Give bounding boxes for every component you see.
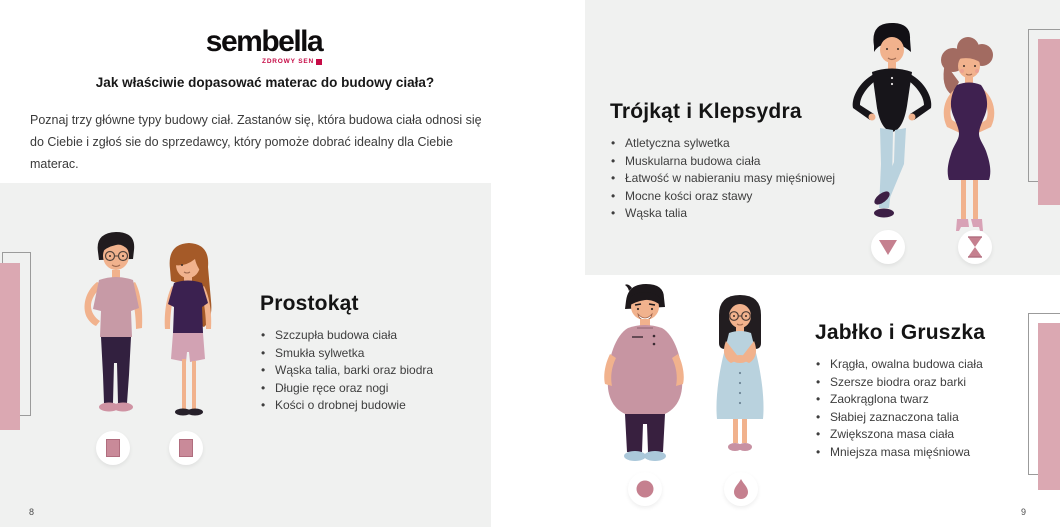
list-item: • Wąska talia, barki oraz biodra [260, 362, 490, 380]
illustration-hourglass-woman [928, 33, 1012, 237]
section-title: Jabłko i Gruszka [815, 321, 986, 344]
list-item: • Atletyczna sylwetka [610, 135, 870, 153]
list-item: • Łatwość w nabieraniu masy mięśniowej [610, 170, 870, 188]
section-title: Trójkąt i Klepsydra [610, 100, 802, 123]
list-item: • Słabiej zaznaczona talia [815, 409, 1030, 427]
section-jablko-gruszka [815, 321, 1030, 461]
right-top-deco-pink [1038, 39, 1060, 205]
page-title: Jak właściwie dopasować materac do budowy ciała? [95, 75, 435, 90]
rectangle-icon [169, 431, 203, 465]
illustration-athletic-man [843, 22, 938, 234]
list-item: • Wąska talia [610, 205, 870, 223]
illustration-slim-man [73, 228, 157, 426]
illustration-pear-woman [703, 291, 777, 465]
right-bottom-deco-pink [1038, 323, 1060, 490]
list-item: • Szersze biodra oraz barki [815, 374, 1030, 392]
list-item: • Krągła, owalna budowa ciała [815, 356, 1030, 374]
bullet-list [610, 135, 870, 223]
logo-wordmark: sembella [205, 25, 323, 58]
section-trojkat-klepsydra [610, 100, 870, 223]
intro-paragraph: Poznaj trzy główne typy budowy ciał. Zastanów się, która budowa ciała odnosi się do Ciebie i zgłoś sie do sprzedawcy, który pomoże dobrać idealny dla Ciebie materac. [30, 113, 482, 171]
triangle-down-icon [871, 230, 905, 264]
logo-square-icon [316, 59, 322, 65]
list-item: • Kości o drobnej budowie [260, 397, 490, 415]
rectangle-icon [96, 431, 130, 465]
logo-tagline: ZDROWY SEN [262, 58, 314, 65]
list-item: • Długie ręce oraz nogi [260, 380, 490, 398]
sembella-logo [204, 27, 324, 65]
illustration-slim-woman [152, 239, 224, 427]
list-item: • Mocne kości oraz stawy [610, 188, 870, 206]
pear-icon [724, 472, 758, 506]
list-item: • Muskularna budowa ciała [610, 153, 870, 171]
section-title: Prostokąt [260, 292, 359, 315]
section-prostokat [260, 292, 490, 415]
bullet-list [260, 327, 490, 415]
list-item: • Mniejsza masa mięśniowa [815, 444, 1030, 462]
apple-icon [628, 472, 662, 506]
hourglass-icon [958, 230, 992, 264]
list-item: • Zaokrąglona twarz [815, 391, 1030, 409]
bullet-list [815, 356, 1030, 461]
left-deco-pink [0, 263, 20, 430]
illustration-apple-man [596, 282, 692, 467]
page-number-left: 8 [29, 507, 35, 517]
list-item: • Smukła sylwetka [260, 345, 490, 363]
list-item: • Zwiększona masa ciała [815, 426, 1030, 444]
page-number-right: 9 [1021, 507, 1027, 517]
list-item: • Szczupła budowa ciała [260, 327, 490, 345]
